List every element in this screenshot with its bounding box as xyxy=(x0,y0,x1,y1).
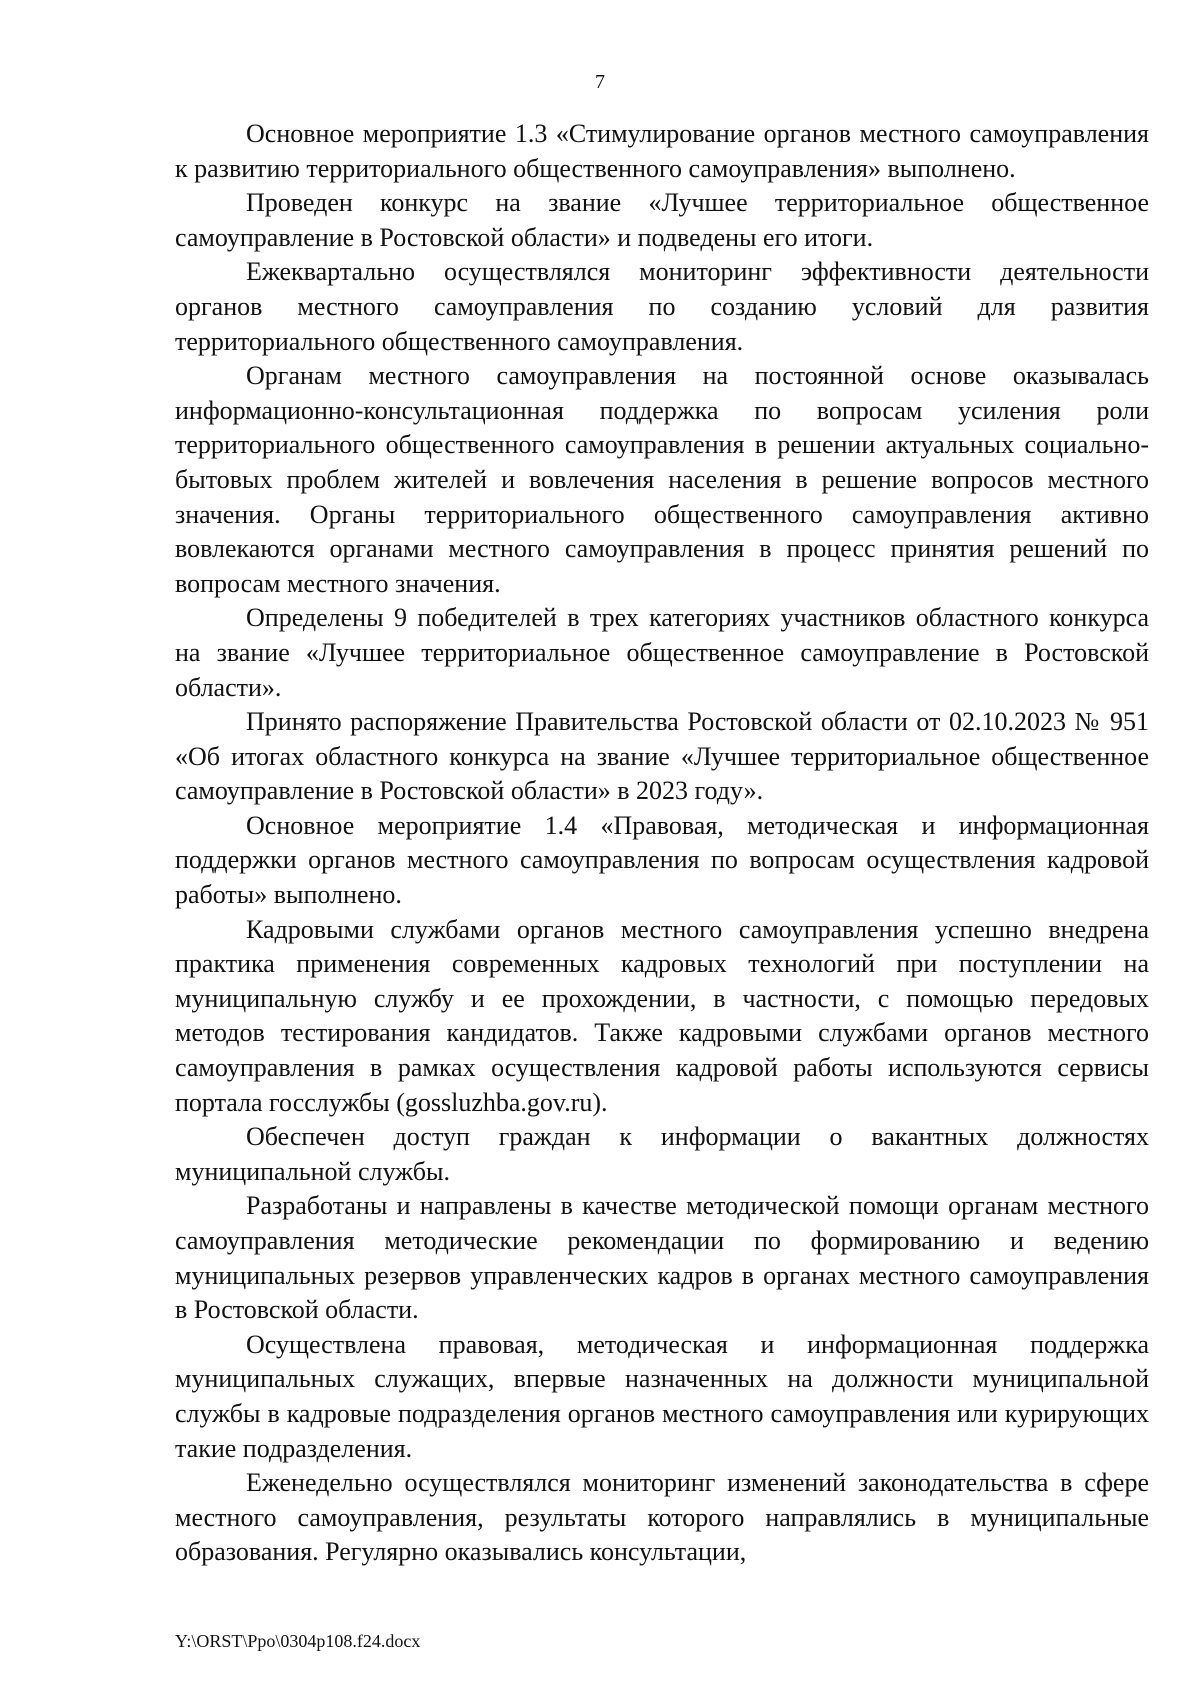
paragraph-12: Еженедельно осуществлялся мониторинг изменений законодательства в сфере местного самоуправления, результаты которого направлялись в муниципальные образования. Регулярно оказывались консультации, xyxy=(175,1468,1149,1567)
paragraph-4: Органам местного самоуправления на постоянной основе оказывалась информационно-консультационная поддержка по вопросам усиления роли территориального общественного самоуправления в решении актуальных социально-бытовых проблем жителей и вовлечения населения в решение вопросов местного значения. Органы территориального общественного самоуправления активно вовлекаются органами местного самоуправления в процесс принятия решений по вопросам местного значения. xyxy=(175,361,1149,598)
paragraph-5: Определены 9 победителей в трех категориях участников областного конкурса на звание «Лучшее территориальное общественное самоуправление в Ростовской области». xyxy=(175,603,1149,702)
paragraph-11: Осуществлена правовая, методическая и информационная поддержка муниципальных служащих, впервые назначенных на должности муниципальной службы в кадровые подразделения органов местного самоуправления или курирующих такие подразделения. xyxy=(175,1329,1149,1463)
document-body xyxy=(175,117,1149,1570)
paragraph-10: Разработаны и направлены в качестве методической помощи органам местного самоуправления методические рекомендации по формированию и ведению муниципальных резервов управленческих кадров в органах местного самоуправления в Ростовской области. xyxy=(175,1191,1149,1325)
paragraph-3: Ежеквартально осуществлялся мониторинг эффективности деятельности органов местного самоуправления по созданию условий для развития территориального общественного самоуправления. xyxy=(175,257,1149,356)
paragraph-8: Кадровыми службами органов местного самоуправления успешно внедрена практика применения современных кадровых технологий при поступлении на муниципальную службу и ее прохождении, в частности, с помощью передовых методов тестирования кандидатов. Также кадровыми службами органов местного самоуправления в рамках осуществления кадровой работы используются сервисы портала госслужбы (gossluzhba.gov.ru). xyxy=(175,914,1149,1117)
paragraph-7: Основное мероприятие 1.4 «Правовая, методическая и информационная поддержки органов местного самоуправления по вопросам осуществления кадровой работы» выполнено. xyxy=(175,810,1149,910)
paragraph-1: Основное мероприятие 1.3 «Стимулирование органов местного самоуправления к развитию территориального общественного самоуправления» выполнено. xyxy=(175,119,1149,183)
paragraph-6: Принято распоряжение Правительства Ростовской области от 02.10.2023 № 951 «Об итогах областного конкурса на звание «Лучшее территориальное общественное самоуправление в Ростовской области» в 2023 году». xyxy=(175,707,1149,806)
paragraph-2: Проведен конкурс на звание «Лучшее территориальное общественное самоуправление в Ростовской области» и подведены его итоги. xyxy=(175,188,1149,252)
footer-file-path: Y:\ORST\Ppo\0304p108.f24.docx xyxy=(175,1631,421,1651)
page-number: 7 xyxy=(595,71,605,93)
paragraph-9: Обеспечен доступ граждан к информации о вакантных должностях муниципальной службы. xyxy=(175,1122,1149,1186)
